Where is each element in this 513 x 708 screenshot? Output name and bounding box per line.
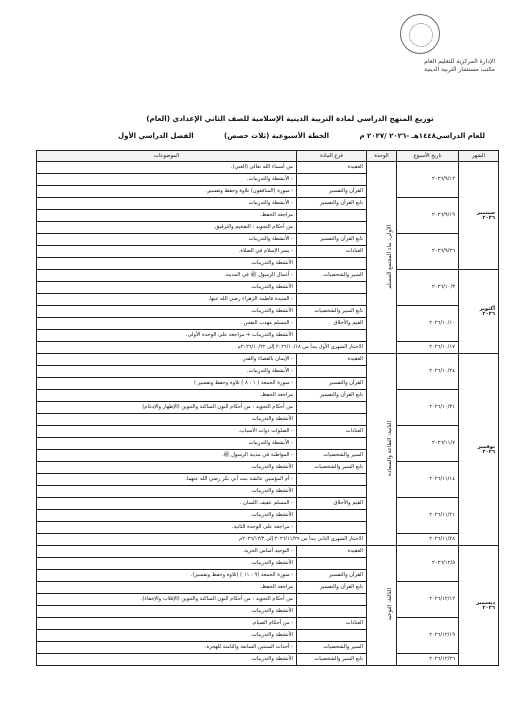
week-date: ٢٠٢٦/١٢/٢٦ <box>397 654 459 666</box>
unit-cell <box>367 354 397 546</box>
branch-cell: تابع السير والشخصيات <box>297 306 367 318</box>
branch-cell: العقيدة <box>297 546 367 558</box>
branch-cell <box>297 294 367 306</box>
topic-cell: من أسماء الله تعالى (الغني). <box>37 162 297 174</box>
document-title: توزيع المنهج الدراسي لمادة التربية الدينية الإسلامية للصف الثاني الإعدادي (العام) <box>146 114 434 123</box>
branch-cell: القيم والأخلاق <box>297 498 367 510</box>
branch-cell <box>297 474 367 486</box>
topic-cell: - أم المؤمنين عائشة بنت أبي بكر رضي الله عنهما. <box>37 474 297 486</box>
month-cell <box>459 162 499 270</box>
topic-cell: الأنشطة والتدريبات. <box>37 606 297 618</box>
week-date: ٢٠٢٦/١١/٢٨ <box>397 534 459 546</box>
branch-cell: القيم والأخلاق <box>297 318 367 330</box>
branch-cell: السير والشخصيات <box>297 450 367 462</box>
week-date: ٢٠٢٦/١٢/٥ <box>397 546 459 582</box>
topic-cell: من أحكام التجويد : من أحكام النون الساكنة والتنوين (الإظهار والإدغام) <box>37 402 297 414</box>
table-row <box>37 162 499 174</box>
week-date: ٢٠٢٦/١١/٧ <box>397 426 459 462</box>
exam-row <box>37 342 499 354</box>
document-subheader <box>45 132 485 140</box>
branch-cell <box>297 630 367 642</box>
branch-cell: العبادات <box>297 246 367 258</box>
week-date: ٢٠٢٦/١١/٢١ <box>397 498 459 534</box>
table-header-row <box>37 151 499 162</box>
org-line: الإدارة المركزية للتعليم العام <box>424 58 495 65</box>
month-name: أكتوبر <box>479 305 495 312</box>
branch-cell <box>297 222 367 234</box>
table-row <box>37 546 499 558</box>
topic-cell: - سورة الجمعة ( ١ : ٨ ) تلاوة وحفظ وتفسير ) <box>37 378 297 390</box>
branch-cell: تابع القرآن والتفسير <box>297 582 367 594</box>
column-header-week: تاريخ الأسبوع <box>397 151 459 162</box>
table-row <box>37 354 499 366</box>
month-year: ٢٠٢٦ <box>482 310 495 317</box>
column-header-topics: الموضوعات <box>37 151 297 162</box>
unit-name: الثانية: الطاعة والسعادة <box>387 421 393 476</box>
branch-cell: السير والشخصيات <box>297 270 367 282</box>
academic-year: للعام الدراسي١٤٤٨هـ -٢٠٢٦ /٢٠٢٧ م <box>359 132 485 140</box>
exam-note: الاختبار الشهري الثاني يبدأ من ٢٠٢٦/١١/٢٩ إلى ٢٠٢٦/١٢/٣م <box>37 534 367 546</box>
table-row <box>37 234 499 246</box>
topic-cell: الأنشطة والتدريبات. <box>37 630 297 642</box>
topic-cell: - أحداث السنتين السابعة والثامنة للهجرة. <box>37 642 297 654</box>
branch-cell: العبادات <box>297 426 367 438</box>
table-row <box>37 582 499 594</box>
topic-cell: - يسر الإسلام في الصلاة. <box>37 246 297 258</box>
branch-cell <box>297 594 367 606</box>
topic-cell: مراجعة الحفظ. <box>37 390 297 402</box>
branch-cell <box>297 522 367 534</box>
month-name: نوفمبر <box>477 443 495 450</box>
branch-cell <box>297 606 367 618</box>
branch-cell: تابع القرآن والتفسير <box>297 390 367 402</box>
topic-cell: الأنشطة والتدريبات. <box>37 558 297 570</box>
branch-cell <box>297 486 367 498</box>
exam-row <box>37 534 499 546</box>
branch-cell: تابع السير والشخصيات <box>297 654 367 666</box>
table-row <box>37 462 499 474</box>
topic-cell: - الأنشطة والتدريبات <box>37 438 297 450</box>
branch-cell <box>297 210 367 222</box>
branch-cell: العقيدة <box>297 162 367 174</box>
curriculum-table <box>36 150 499 666</box>
branch-cell <box>297 438 367 450</box>
topic-cell: - التوحيد أساس الحرية. <box>37 546 297 558</box>
branch-cell: تابع السير والشخصيات <box>297 462 367 474</box>
topic-cell: الأنشطة والتدريبات. <box>37 306 297 318</box>
column-header-branch: فرع المادة <box>297 151 367 162</box>
column-header-unit: الوحدة <box>367 151 397 162</box>
topic-cell: الأنشطة والتدريبات. <box>37 462 297 474</box>
topic-cell: - المواطنة في مدينة الرسول ﷺ. <box>37 450 297 462</box>
topic-cell: الأنشطة والتدريبات. <box>37 654 297 666</box>
table-row <box>37 390 499 402</box>
week-date: ٢٠٢٦/١٠/١٠ <box>397 306 459 342</box>
branch-cell <box>297 174 367 186</box>
column-header-month: الشهر <box>459 151 499 162</box>
month-cell <box>459 270 499 354</box>
topic-cell: من أحكام التجويد : التفخيم والترقيق. <box>37 222 297 234</box>
unit-name: الثالثة: التوحيد <box>387 588 393 621</box>
month-cell <box>459 354 499 546</box>
topic-cell: مراجعة الحفظ. <box>37 210 297 222</box>
topic-cell: - الأنشطة والتدريبات. <box>37 366 297 378</box>
topic-cell: - مراجعة على الوحدة الثانية. <box>37 522 297 534</box>
branch-cell: القرآن والتفسير <box>297 186 367 198</box>
month-name: ديسمبر <box>476 599 495 606</box>
topic-cell: مراجعة الحفظ. <box>37 582 297 594</box>
branch-cell <box>297 258 367 270</box>
unit-cell <box>367 546 397 666</box>
week-date: ٢٠٢٦/١٠/٣١ <box>397 390 459 426</box>
topic-cell: الأنشطة والتدريبات. <box>37 510 297 522</box>
month-year: ٢٠٢٦ <box>482 448 495 455</box>
org-line: مكتب مستشار التربية الدينية <box>424 66 495 73</box>
branch-cell: السير والشخصيات <box>297 642 367 654</box>
table-row <box>37 306 499 318</box>
branch-cell: تابع القرآن والتفسير <box>297 198 367 210</box>
topic-cell: الأنشطة والتدريبات. <box>37 282 297 294</box>
org-header <box>424 58 495 74</box>
week-date: ٢٠٢٦/١٢/١٢ <box>397 582 459 618</box>
branch-cell <box>297 402 367 414</box>
topic-cell: - الأنشطة والتدريبات <box>37 198 297 210</box>
topic-cell: - من أحكام الصيام. <box>37 618 297 630</box>
semester-label: الفصل الدراسي الأول <box>118 132 194 140</box>
week-date: ٢٠٢٦/١٠/٢٤ <box>397 354 459 390</box>
table-row <box>37 498 499 510</box>
branch-cell <box>297 282 367 294</box>
topic-cell: - أعمال الرسول ﷺ في المدينة. <box>37 270 297 282</box>
week-date: ٢٠٢٦/١٠/٣ <box>397 270 459 306</box>
branch-cell: القرآن والتفسير <box>297 570 367 582</box>
branch-cell: القرآن والتفسير <box>297 378 367 390</box>
weekly-plan: الخطة الأسبوعية (ثلاث حصص) <box>224 132 329 140</box>
week-date: ٢٠٢٦/١١/١٤ <box>397 462 459 498</box>
week-date: ٢٠٢٦/١٠/١٧ <box>397 342 459 354</box>
table-body <box>37 162 499 666</box>
month-year: ٢٠٢٦ <box>482 214 495 221</box>
topic-cell: - سورة (المنافقون) تلاوة وحفظ وتفسير. <box>37 186 297 198</box>
week-date: ٢٠٢٦/٩/٢٦ <box>397 234 459 270</box>
topic-cell: - الأنشطة والتدريبات <box>37 234 297 246</box>
month-cell <box>459 546 499 666</box>
branch-cell <box>297 558 367 570</box>
topic-cell: - المسلم عفيف اللسان . <box>37 498 297 510</box>
branch-cell <box>297 414 367 426</box>
ministry-seal-icon <box>400 14 440 54</box>
unit-name: الأولى: بناء المجتمع المسلم <box>387 224 393 289</box>
table-row <box>37 270 499 282</box>
unit-cell <box>367 162 397 354</box>
branch-cell: تابع القرآن والتفسير <box>297 234 367 246</box>
table-row <box>37 618 499 630</box>
table-row <box>37 198 499 210</box>
week-date: ٢٠٢٦/١٢/١٩ <box>397 618 459 654</box>
topic-cell: - الأنشطة والتدريبات. <box>37 174 297 186</box>
topic-cell: - السيدة فاطمة الزهراء رضي الله عنها. <box>37 294 297 306</box>
topic-cell: الأنشطة والتدريبات <box>37 414 297 426</box>
exam-note: الاختبار الشهري الأول يبدأ من ٢٠٢٦/١٠/١٨ إلى ٢٠٢٦/١٠/٢٢م <box>37 342 367 354</box>
table-row <box>37 654 499 666</box>
branch-cell <box>297 510 367 522</box>
branch-cell: العقيدة <box>297 354 367 366</box>
month-name: سبتمبر <box>476 209 495 216</box>
branch-cell <box>297 366 367 378</box>
table-row <box>37 426 499 438</box>
topic-cell: - الإيمان بالقضاء والقدر. <box>37 354 297 366</box>
topic-cell: الأنشطة والتدريبات + مراجعة على الوحدة الأولى. <box>37 330 297 342</box>
week-date: ٢٠٢٦/٩/١٩ <box>397 198 459 234</box>
topic-cell: من أحكام التجويد : من أحكام النون الساكنة والتنوين (الإقلاب والإخفاء). <box>37 594 297 606</box>
topic-cell: - سورة الجمعة (٩ : ١١ ) (تلاوة وحفظ وتفسير). <box>37 570 297 582</box>
topic-cell: - المسلم مهذب النفس . <box>37 318 297 330</box>
week-date: ٢٠٢٦/٩/١٢ <box>397 162 459 198</box>
month-year: ٢٠٢٦ <box>482 604 495 611</box>
topic-cell: الأنشطة والتدريبات. <box>37 486 297 498</box>
branch-cell <box>297 330 367 342</box>
topic-cell: الأنشطة والتدريبات. <box>37 258 297 270</box>
branch-cell: العبادات <box>297 618 367 630</box>
topic-cell: - الصلوات ذوات الأسباب. <box>37 426 297 438</box>
